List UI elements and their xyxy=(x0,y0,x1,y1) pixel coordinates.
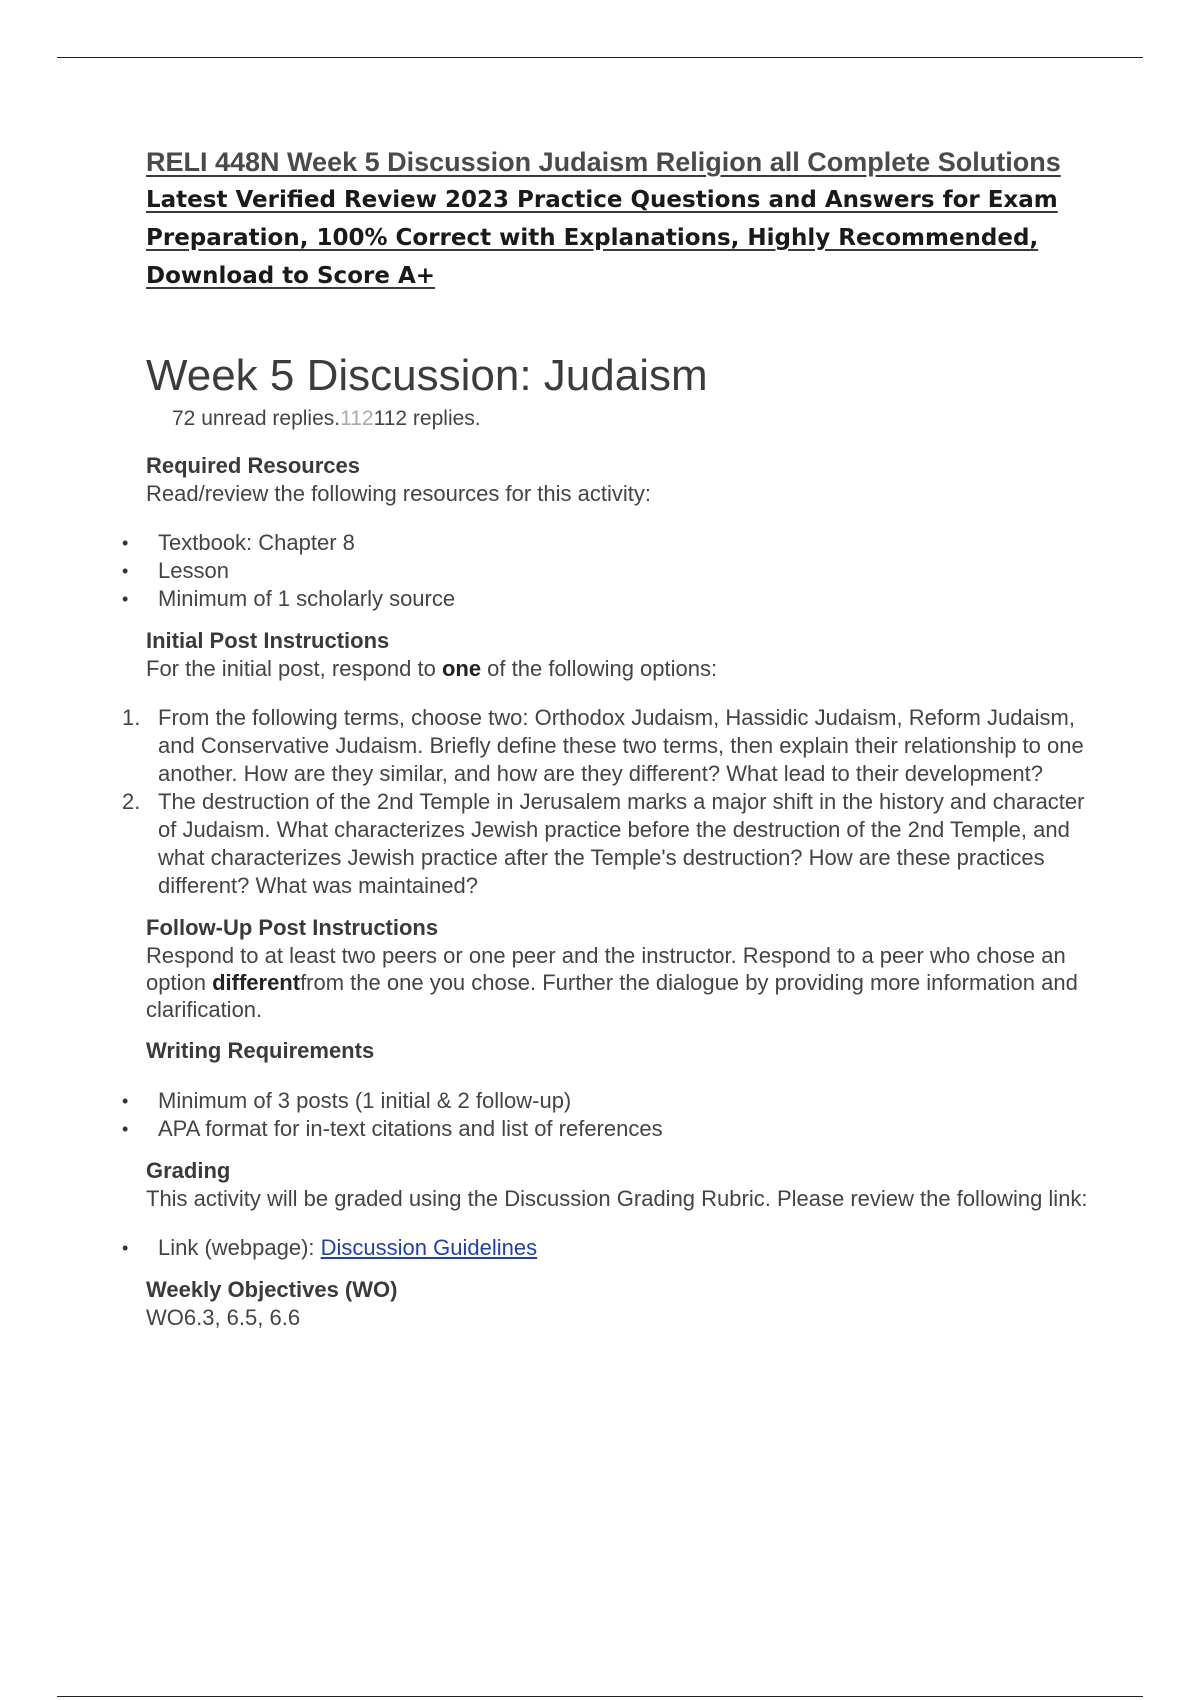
follow-up-text xyxy=(146,942,1106,1023)
document-title xyxy=(146,144,1106,294)
option-text: From the following terms, choose two: Orthodox Judaism, Hassidic Judaism, Reform Judaism, and Conservative Judaism. Briefly define these two terms, then explain their relationship to one another. How are they similar, and how are they different? What lead to their development? xyxy=(158,705,1084,786)
document-title-course: RELI 448N Week 5 Discussion Judaism Religion all Complete Solutions xyxy=(146,147,1061,177)
replies-faded-count: 112 xyxy=(340,407,374,430)
list-item: • Minimum of 3 posts (1 initial & 2 follow-up) xyxy=(158,1087,1106,1115)
grading-heading: Grading xyxy=(146,1158,231,1183)
unread-replies: 72 unread replies. xyxy=(172,407,341,430)
required-resources-intro: Read/review the following resources for this activity: xyxy=(146,481,651,506)
list-item: • Textbook: Chapter 8 xyxy=(158,529,1106,557)
writing-requirements-list xyxy=(146,1087,1106,1143)
initial-post-heading: Initial Post Instructions xyxy=(146,628,390,653)
option-number: 1. xyxy=(122,705,141,730)
list-item: • Lesson xyxy=(158,557,1106,585)
option-item xyxy=(122,788,1098,900)
list-item: • APA format for in-text citations and list of references xyxy=(158,1115,1106,1143)
follow-up-text-start: Respond to at least two peers or one peer and the instructor. Respond to a peer who chose an option xyxy=(146,943,1066,995)
required-resources-heading: Required Resources xyxy=(146,453,360,478)
follow-up-text-end: from the one you chose. Further the dialogue by providing more information and clarification. xyxy=(146,970,1078,1022)
writing-requirements-heading: Writing Requirements xyxy=(146,1038,375,1063)
follow-up-emphasis: different xyxy=(212,970,301,995)
link-prefix: Link (webpage): xyxy=(158,1235,321,1260)
list-item xyxy=(158,1234,1106,1262)
weekly-objectives-text: WO6.3, 6.5, 6.6 xyxy=(146,1305,301,1330)
grading-links-list xyxy=(146,1234,1106,1262)
list-item: • Minimum of 1 scholarly source xyxy=(158,585,1106,613)
grading-text: This activity will be graded using the Discussion Grading Rubric. Please review the following link: xyxy=(146,1186,1088,1211)
intro-emphasis: one xyxy=(441,656,482,681)
top-rule xyxy=(57,57,1143,58)
intro-text-end: of the following options: xyxy=(481,656,718,681)
total-replies: 112 replies. xyxy=(373,407,481,430)
discussion-heading: Week 5 Discussion: Judaism xyxy=(146,351,708,400)
option-item xyxy=(122,704,1098,788)
required-resources-list xyxy=(146,529,1106,613)
option-text: The destruction of the 2nd Temple in Jerusalem marks a major shift in the history and character of Judaism. What characterizes Jewish practice before the destruction of the 2nd Temple, and what characterizes Jewish practice after the Temple's destruction? How are these practices different? What was maintained? xyxy=(158,789,1085,898)
document-title-subtitle: Latest Verified Review 2023 Practice Questions and Answers for Exam Preparation, 100% Correct with Explanations, Highly Recommended, Download to Score A+ xyxy=(146,187,1058,289)
follow-up-heading: Follow-Up Post Instructions xyxy=(146,915,439,940)
initial-post-intro xyxy=(146,655,1106,682)
weekly-objectives-heading: Weekly Objectives (WO) xyxy=(146,1277,398,1302)
intro-text: For the initial post, respond to xyxy=(146,656,442,681)
replies-count xyxy=(172,406,1106,432)
option-number: 2. xyxy=(122,789,141,814)
document-body xyxy=(122,144,1106,1331)
initial-post-options xyxy=(122,704,1106,900)
bottom-rule xyxy=(57,1696,1143,1697)
discussion-guidelines-link[interactable]: Discussion Guidelines xyxy=(320,1235,538,1260)
